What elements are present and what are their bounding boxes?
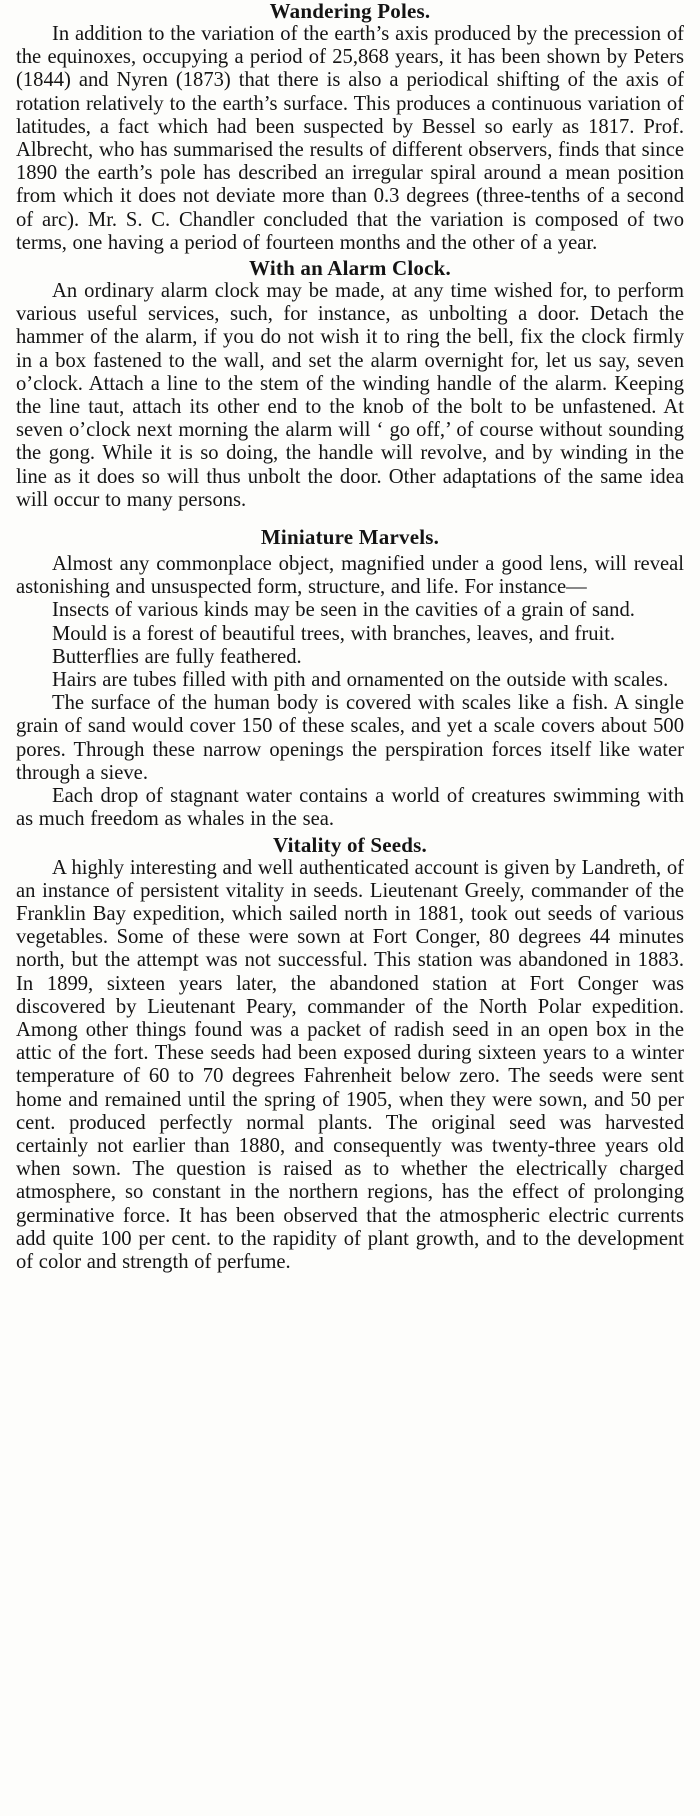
article-column [16, 0, 684, 1274]
paragraph-miniature-intro: Almost any commonplace object, magnified under a good lens, will reveal astonishing and unsuspected form, structure, and life. For instance— [16, 553, 684, 599]
paragraph-vitality-of-seeds: A highly interesting and well authenticated account is given by Landreth, of an instance of persistent vitality in seeds. Lieutenant Greely, commander of the Franklin Bay expedition, which sailed north in 1881, took out seeds of various vegetables. Some of these were sown at Fort Conger, 80 degrees 44 minutes north, but the attempt was not successful. This station was abandoned in 1883. In 1899, sixteen years later, the abandoned station at Fort Conger was discovered by Lieutenant Peary, commander of the North Polar expedition. Among other things found was a packet of radish seed in an open box in the attic of the fort. These seeds had been exposed during sixteen years to a winter temperature of 60 to 70 degrees Fahrenheit below zero. The seeds were sent home and remained until the spring of 1905, when they were sown, and 50 per cent. produced perfectly normal plants. The original seed was harvested certainly not earlier than 1880, and consequently was twenty-three years old when sown. The question is raised as to whether the electrically charged atmosphere, so constant in the northern regions, has the effect of prolonging germinative force. It has been observed that the atmospheric electric currents add quite 100 per cent. to the rapidity of plant growth, and to the development of color and strength of perfume. [16, 856, 684, 1273]
paragraph-miniature-butterflies: Butterflies are fully feathered. [52, 645, 302, 668]
paragraph-wandering-poles: In addition to the variation of the earth’s axis produced by the precession of the equinoxes, occupying a period of 25,868 years, it has been shown by Peters (1844) and Nyren (1873) that there is also a periodical shifting of the axis of rotation relatively to the earth’s surface. This produces a continuous variation of latitudes, a fact which had been suspected by Bessel so early as 1817. Prof. Albrecht, who has summarised the results of different observers, finds that since 1890 the earth’s pole has described an irregular spiral around a mean position from which it does not deviate more than 0.3 degrees (three-tenths of a second of arc). Mr. S. C. Chandler concluded that the variation is composed of two terms, one having a period of fourteen months and the other of a year. [16, 23, 684, 254]
section-heading-alarm-clock: With an Alarm Clock. [249, 256, 451, 281]
paragraph-alarm-clock: An ordinary alarm clock may be made, at any time wished for, to perform various useful services, such, for instance, as unbolting a door. Detach the hammer of the alarm, if you do not wish it to ring the bell, fix the clock firmly in a box fastened to the wall, and set the alarm overnight for, let us say, seven o’clock. Attach a line to the stem of the winding handle of the alarm. Keeping the line taut, attach its other end to the knob of the bolt to be unfastened. At seven o’clock next morning the alarm will ‘ go off,’ of course without sounding the gong. While it is so doing, the handle will revolve, and by winding in the line as it does so will thus unbolt the door. Other adaptations of the same idea will occur to many persons. [16, 280, 684, 511]
paragraph-miniature-human-body: The surface of the human body is covered with scales like a fish. A single grain of sand would cover 150 of these scales, and yet a scale covers about 500 pores. Through these narrow openings the perspiration forces itself like water through a sieve. [16, 692, 684, 784]
paragraph-miniature-insects: Insects of various kinds may be seen in the cavities of a grain of sand. [52, 599, 635, 622]
paragraph-miniature-hairs: Hairs are tubes filled with pith and ornamented on the outside with scales. [52, 669, 669, 692]
paragraph-miniature-mould: Mould is a forest of beautiful trees, with branches, leaves, and fruit. [52, 622, 616, 645]
section-heading-wandering-poles: Wandering Poles. [269, 0, 431, 23]
section-heading-vitality-of-seeds: Vitality of Seeds. [273, 832, 427, 857]
section-heading-miniature-marvels: Miniature Marvels. [260, 525, 440, 550]
paragraph-miniature-water-drop: Each drop of stagnant water contains a world of creatures swimming with as much freedom as whales in the sea. [16, 785, 684, 831]
